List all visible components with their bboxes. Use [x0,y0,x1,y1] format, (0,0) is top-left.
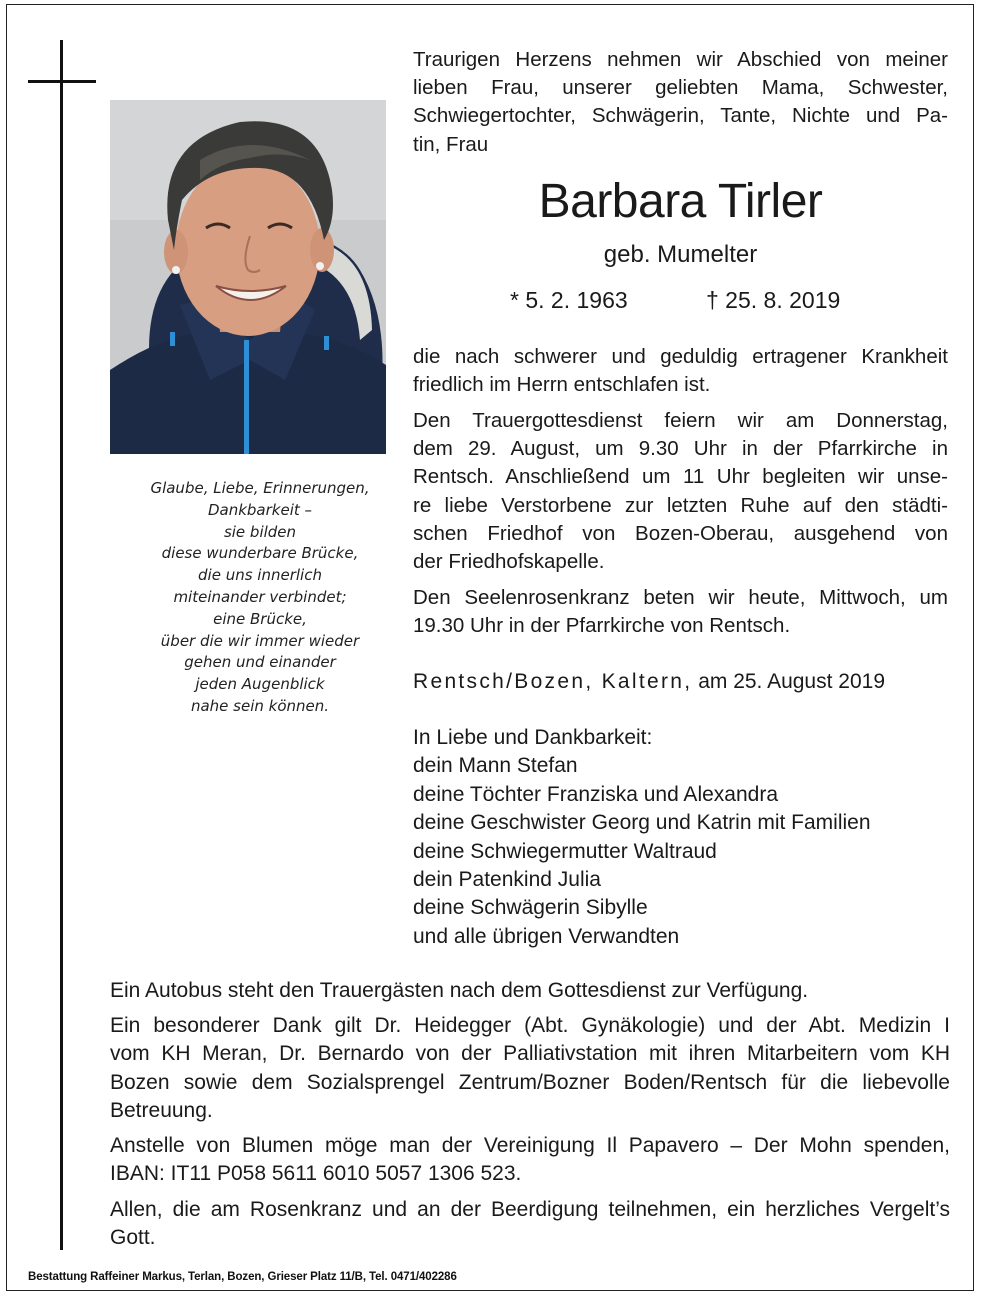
service-line: Den Trauergottesdienst feiern wir am Donnerstag, [413,409,948,432]
rosary-line: Den Seelenrosenkranz beten wir heute, Mittwoch, um [413,586,948,609]
place-date-line [413,667,885,697]
poem-line: über die wir immer wieder [160,631,360,650]
mourners-list [413,724,871,951]
service-line: dem 29. August, um 9.30 Uhr in der Pfarrkirche in [413,437,948,461]
donation-line: Anstelle von Blumen möge man der Vereinigung Il Papavero – Der Mohn spenden, [110,1134,950,1157]
thanks-line: Betreuung. [110,1099,213,1123]
closing-line: Allen, die am Rosenkranz und an der Beerdigung teilnehmen, ein herzliches Vergelt’s [110,1198,950,1221]
cross-icon-horizontal [28,80,96,83]
thanks-paragraph [110,1012,950,1126]
intro-line: Schwiegertochter, Schwägerin, Tante, Nichte und Pa- [413,104,948,128]
poem-line: Dankbarkeit – [207,500,313,519]
closing-line: Gott. [110,1226,156,1250]
intro-line: tin, Frau [413,132,489,156]
funeral-home-footer: Bestattung Raffeiner Markus, Terlan, Bozen, Grieser Platz 11/B, Tel. 0471/402286 [28,1271,457,1283]
deceased-name: Barbara Tirler [538,175,823,228]
poem-line: diese wunderbare Brücke, [161,544,359,563]
birth-date: * 5. 2. 1963 [510,287,628,313]
portrait-photo [110,100,386,454]
poem-line: jeden Augenblick [195,675,325,694]
poem-line: die uns innerlich [198,566,322,585]
passing-line: die nach schwerer und geduldig ertragener Krankheit [413,345,948,368]
place-name: Rentsch/Bozen, Kaltern, [413,670,693,693]
cross-icon-vertical [60,40,63,1250]
poem-line: eine Brücke, [213,609,307,628]
rosary-paragraph [413,584,948,640]
poem [110,478,410,718]
rosary-line: 19.30 Uhr in der Pfarrkirche von Rentsch. [413,614,791,638]
thanks-line: Bozen sowie dem Sozialsprengel Zentrum/Bozner Boden/Rentsch für die liebevolle [110,1070,950,1094]
mourner-item: deine Schwiegermutter Waltraud [413,839,717,863]
thanks-line: Ein besonderer Dank gilt Dr. Heidegger (Abt. Gynäkologie) und der Abt. Medizin I [110,1014,950,1037]
bus-line: Ein Autobus steht den Trauergästen nach dem Gottesdienst zur Verfügung. [110,979,809,1002]
passing-line: friedlich im Herrn entschlafen ist. [413,373,711,397]
poem-line: Glaube, Liebe, Erinnerungen, [150,479,370,497]
mourner-item: deine Schwägerin Sibylle [413,896,648,920]
closing-paragraph [110,1196,950,1253]
death-date: † 25. 8. 2019 [706,287,841,313]
mourner-item: und alle übrigen Verwandten [413,924,680,948]
service-line: der Friedhofskapelle. [413,550,605,574]
mourner-item: deine Töchter Franziska und Alexandra [413,782,778,806]
poem-line: nahe sein können. [190,696,330,715]
service-line: re liebe Verstorbene zur letzten Ruhe auf den städti- [413,493,948,517]
maiden-name: geb. Mumelter [603,241,758,268]
mourners-heading: In Liebe und Dankbarkeit: [413,726,653,749]
poem-line: gehen und einander [184,653,336,672]
donation-line: IBAN: IT11 P058 5611 6010 5057 1306 523. [110,1162,522,1186]
service-line: Rentsch. Anschließend um 11 Uhr begleiten wir unse- [413,465,948,489]
mourner-item: deine Geschwister Georg und Katrin mit Familien [413,811,871,835]
service-paragraph [413,407,948,576]
mourner-item: dein Patenkind Julia [413,868,601,892]
bus-notice [110,977,950,1005]
thanks-line: vom KH Meran, Dr. Bernardo von der Palliativstation mit ihren Mitarbeitern vom KH [110,1042,950,1066]
mourner-item: dein Mann Stefan [413,754,578,778]
intro-line: lieben Frau, unserer geliebten Mama, Schwester, [413,76,948,100]
donation-paragraph [110,1132,950,1189]
intro-line: Traurigen Herzens nehmen wir Abschied von meiner [413,48,948,71]
poem-line: sie bilden [223,522,297,541]
poem-line: miteinander verbindet; [173,587,347,606]
date-text: am 25. August 2019 [692,670,885,693]
intro-paragraph [413,46,948,159]
passing-paragraph [413,343,948,399]
service-line: schen Friedhof von Bozen-Oberau, ausgehend von [413,521,948,545]
